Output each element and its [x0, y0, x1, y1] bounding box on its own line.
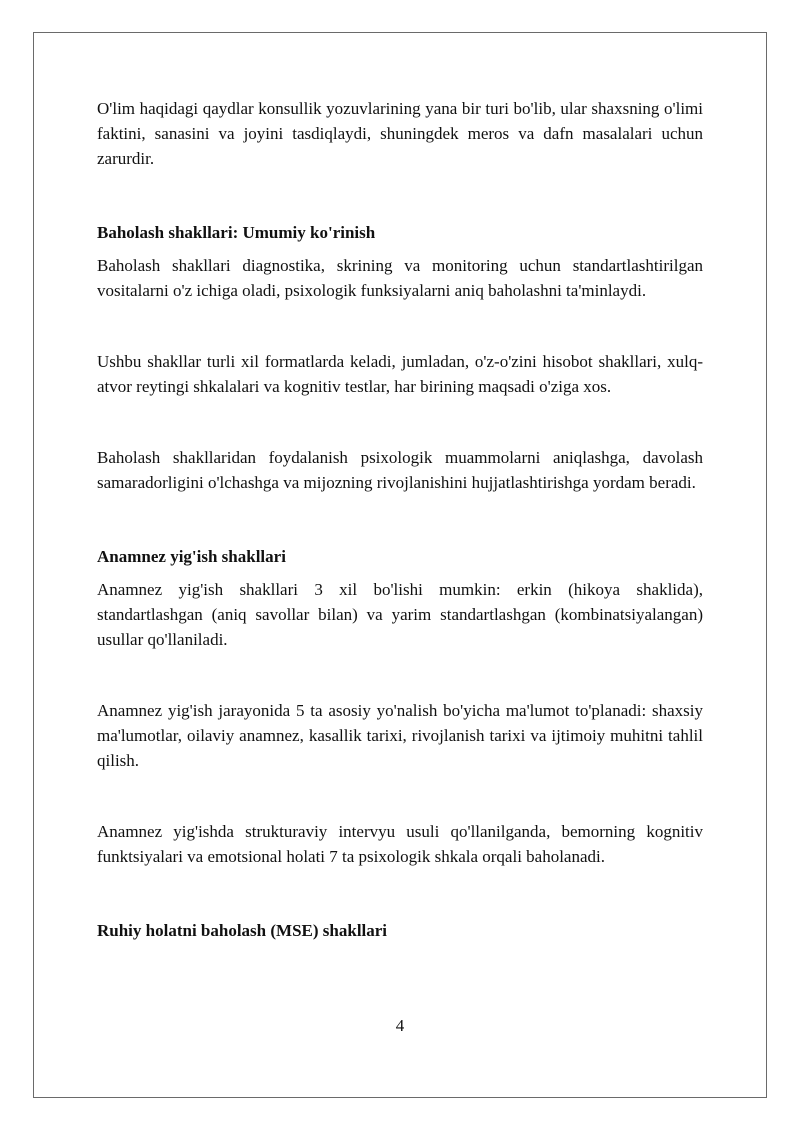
- page-content: [97, 96, 703, 943]
- paragraph-death-records: O'lim haqidagi qaydlar konsullik yozuvlarining yana bir turi bo'lib, ular shaxsning o'limi faktini, sanasini va joyini tasdiqlaydi, shuningdek meros va dafn masalalari uchun zarurdir.: [97, 99, 703, 168]
- heading-assessment-forms-overview: Baholash shakllari: Umumiy ko'rinish: [97, 223, 376, 242]
- heading-mse-forms: Ruhiy holatni baholash (MSE) shakllari: [97, 921, 388, 940]
- paragraph-anamnesis-directions: Anamnez yig'ish jarayonida 5 ta asosiy yo'nalish bo'yicha ma'lumot to'planadi: shaxsiy ma'lumotlar, oilaviy anamnez, kasallik tarixi, rivojlanish tarixi va ijtimoiy muhitni tahlil qilish.: [97, 701, 703, 770]
- paragraph-anamnesis-types: Anamnez yig'ish shakllari 3 xil bo'lishi mumkin: erkin (hikoya shaklida), standartlashgan (aniq savollar bilan) va yarim standartlashgan (kombinatsiyalangan) usullar qo'llaniladi.: [97, 580, 703, 649]
- paragraph-assessment-forms-definition: Baholash shakllari diagnostika, skrining va monitoring uchun standartlashtirilgan vositalarni o'z ichiga oladi, psixologik funksiyalarni aniq baholashni ta'minlaydi.: [97, 256, 703, 300]
- heading-anamnesis-forms: Anamnez yig'ish shakllari: [97, 547, 286, 566]
- paragraph-assessment-forms-usage: Baholash shakllaridan foydalanish psixologik muammolarni aniqlashga, davolash samaradorligini o'lchashga va mijozning rivojlanishini hujjatlashtirishga yordam beradi.: [97, 448, 703, 492]
- paragraph-assessment-forms-formats: Ushbu shakllar turli xil formatlarda keladi, jumladan, o'z-o'zini hisobot shakllari, xulq-atvor reytingi shkalalari va kognitiv testlar, har birining maqsadi o'ziga xos.: [97, 352, 703, 396]
- page-number: 4: [395, 1016, 405, 1035]
- paragraph-anamnesis-structured-interview: Anamnez yig'ishda strukturaviy intervyu usuli qo'llanilganda, bemorning kognitiv funktsiyalari va emotsional holati 7 ta psixologik shkala orqali baholanadi.: [97, 822, 703, 866]
